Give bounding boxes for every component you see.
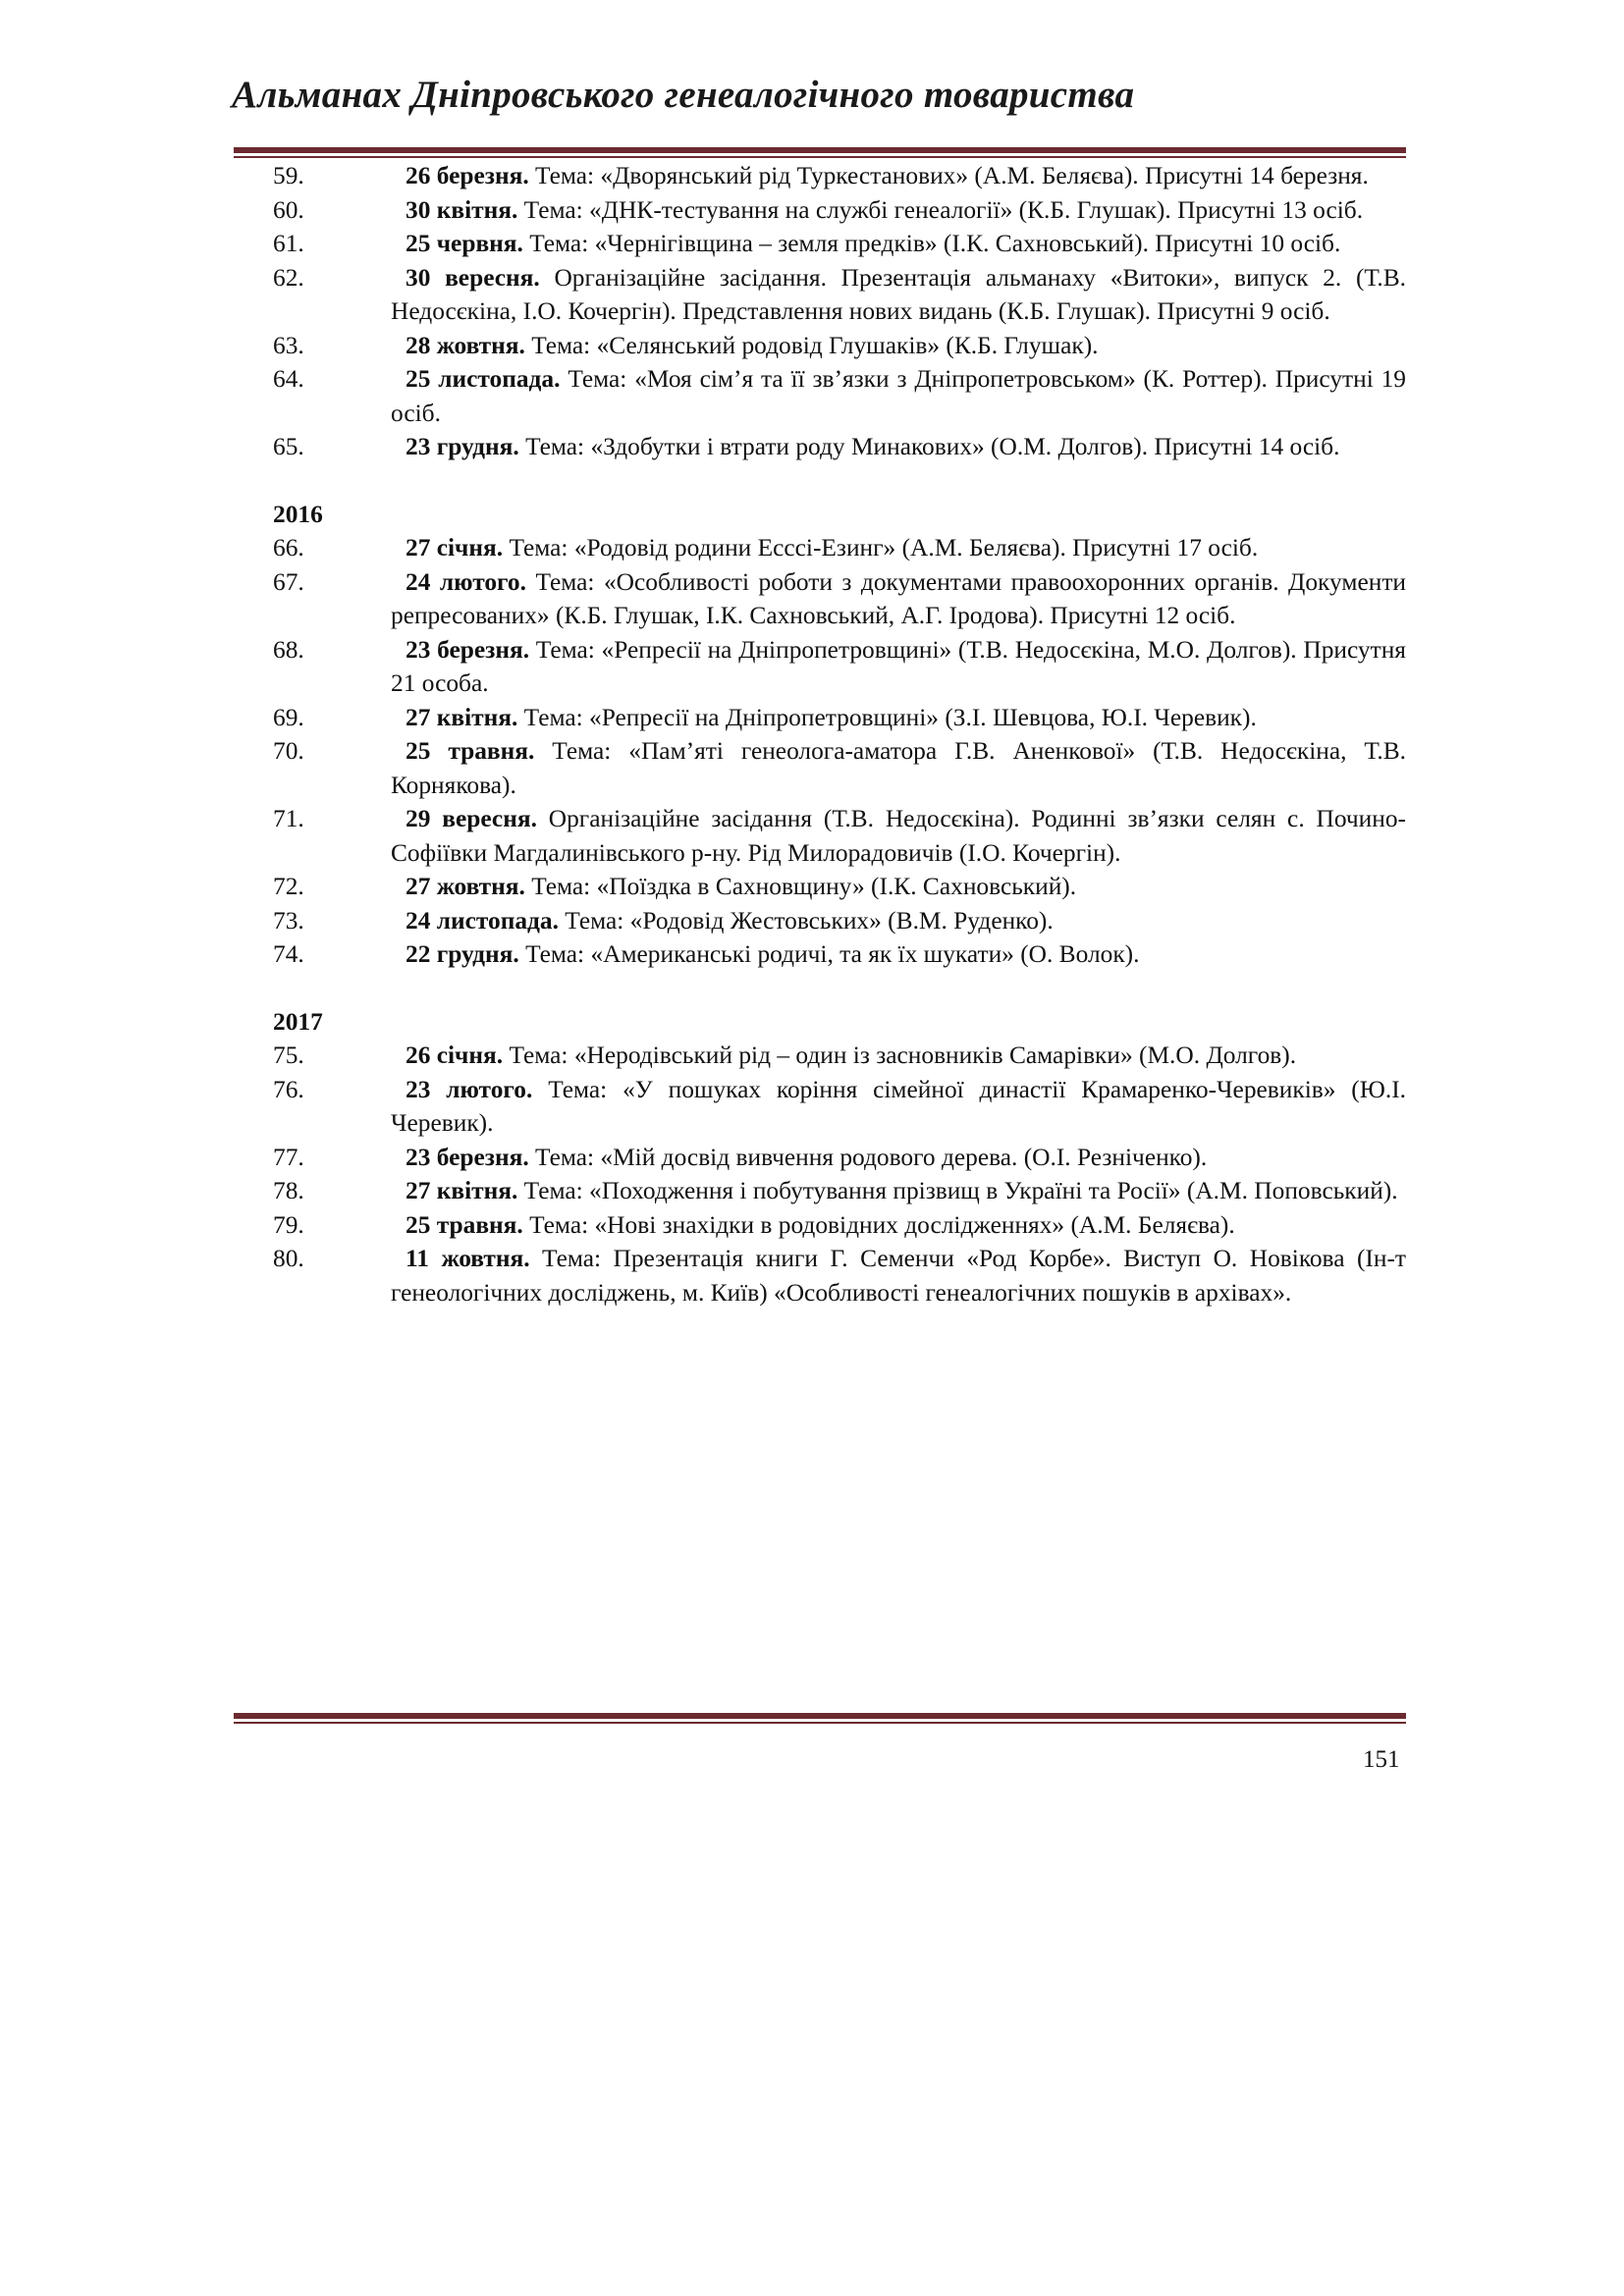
entries-2017 [273, 1039, 1406, 1309]
entry-text: Тема: «Селянський родовід Глушаків» (К.Б. Глушак). [524, 331, 1099, 359]
year-heading-2016: 2016 [273, 500, 323, 528]
list-item [273, 904, 1406, 938]
entry-number: 72. [273, 873, 304, 900]
list-item [273, 565, 1406, 633]
entry-number: 59. [273, 162, 304, 189]
entry-text: Тема: «Мій досвід вивчення родового дерева. (О.І. Резніченко). [528, 1143, 1208, 1171]
entry-text: Організаційне засідання (Т.В. Недосєкіна). Родинні зв’язки селян с. Почино-Софіївки Магдалинівського р-ну. Рід Милорадовичів (І.О. Кочергін). [391, 805, 1407, 867]
entry-number: 76. [273, 1075, 304, 1103]
entry-date: 30 вересня. [406, 263, 540, 292]
entry-number: 68. [273, 635, 304, 664]
entry-text: Тема: «У пошуках коріння сімейної династії Крамаренко-Черевиків» (Ю.І. Черевик). [391, 1075, 1407, 1137]
entry-text: Тема: «Репресії на Дніпропетровщині» (Т.В. Недосєкіна, М.О. Долгов). Присутня 21 особа. [391, 635, 1406, 697]
entry-date: 26 березня. [406, 162, 529, 189]
entry-date: 23 лютого. [406, 1075, 533, 1103]
page-number: 151 [1363, 1746, 1400, 1773]
entry-number: 66. [273, 534, 304, 561]
list-item [273, 1141, 1406, 1175]
entry-number: 64. [273, 365, 304, 393]
entry-text: Тема: «Нові знахідки в родовідних дослідженнях» (А.М. Беляєва). [522, 1210, 1235, 1239]
entry-date: 11 жовтня. [406, 1245, 530, 1272]
entry-date: 22 грудня. [406, 940, 519, 968]
entry-text: Тема: «Неродівський рід – один із засновників Самарівки» (М.О. Долгов). [503, 1041, 1297, 1069]
list-item [273, 1073, 1406, 1141]
entry-text: Тема: «Американські родичі, та як їх шукати» (О. Волок). [518, 940, 1140, 968]
list-item [273, 734, 1406, 802]
entry-text: Тема: «Чернігівщина – земля предків» (І.К. Сахновський). Присутні 10 осіб. [522, 230, 1341, 257]
list-item [273, 937, 1406, 972]
list-item [273, 193, 1406, 228]
footer-rule [234, 1713, 1406, 1724]
list-item [273, 870, 1406, 904]
entry-date: 30 квітня. [406, 195, 518, 224]
entry-text: Тема: «Репресії на Дніпропетровщині» (З.І. Шевцова, Ю.І. Черевик). [517, 703, 1257, 731]
entry-text: Організаційне засідання. Презентація альманаху «Витоки», випуск 2. (Т.В. Недосєкіна, І.О. Кочергін). Представлення нових видань (К.Б. Глушак). Присутні 9 осіб. [391, 263, 1406, 325]
entry-date: 26 січня. [406, 1041, 504, 1069]
entry-date: 25 травня. [406, 1210, 523, 1239]
entry-text: Тема: «Пам’яті генеолога-аматора Г.В. Аненкової» (Т.В. Недосєкіна, Т.В. Корнякова). [391, 737, 1406, 799]
list-item [273, 701, 1406, 735]
list-item [273, 430, 1406, 464]
entry-date: 27 квітня. [406, 703, 518, 731]
list-item [273, 362, 1406, 430]
entry-date: 25 листопада. [406, 365, 561, 393]
entry-date: 28 жовтня. [406, 331, 525, 359]
entry-date: 24 листопада. [406, 906, 559, 934]
list-item [273, 1242, 1406, 1309]
list-item [273, 1208, 1406, 1243]
entry-text: Тема: «Дворянський рід Туркестанових» (А.М. Беляєва). Присутні 14 березня. [528, 162, 1369, 189]
entry-number: 70. [273, 737, 304, 765]
entry-date: 24 лютого. [406, 567, 526, 596]
entry-number: 78. [273, 1177, 304, 1204]
entry-number: 60. [273, 195, 304, 224]
entry-text: Тема: «Особливості роботи з документами правоохоронних органів. Документи репресованих» (К.Б. Глушак, І.К. Сахновський, А.Г. Іродова). Присутні 12 осіб. [391, 567, 1406, 629]
meetings-list [273, 159, 1406, 1309]
entry-number: 69. [273, 703, 304, 731]
entry-number: 73. [273, 906, 304, 934]
entry-date: 27 січня. [406, 534, 504, 561]
list-item [273, 159, 1406, 193]
entry-date: 27 квітня. [406, 1177, 518, 1204]
entry-text: Тема: Презентація книги Г. Семенчи «Род Корбе». Виступ О. Новікова (Ін-т генеологічних досліджень, м. Київ) «Особливості генеалогічних пошуків в архівах». [391, 1245, 1406, 1307]
list-item [273, 633, 1406, 701]
entry-number: 75. [273, 1041, 304, 1069]
entry-number: 62. [273, 263, 304, 292]
entry-number: 63. [273, 331, 304, 359]
entry-text: Тема: «Моя сім’я та її зв’язки з Дніпропетровськом» (К. Роттер). Присутні 19 осіб. [391, 365, 1407, 427]
entry-number: 74. [273, 940, 304, 968]
list-item [273, 802, 1406, 870]
header-rule [234, 147, 1406, 158]
entry-date: 23 березня. [406, 1143, 529, 1171]
entry-number: 79. [273, 1210, 304, 1239]
entry-date: 25 травня. [406, 737, 535, 765]
entry-number: 67. [273, 567, 304, 596]
entry-text: Тема: «Родовід Жестовських» (В.М. Руденко). [558, 906, 1054, 934]
list-item [273, 531, 1406, 565]
entry-number: 80. [273, 1245, 304, 1272]
entries-2016 [273, 531, 1406, 972]
entries-2015 [273, 159, 1406, 464]
entry-text: Тема: «Поїздка в Сахновщину» (І.К. Сахновський). [524, 873, 1077, 900]
list-item [273, 261, 1406, 329]
entry-number: 61. [273, 230, 304, 257]
year-heading-2017: 2017 [273, 1007, 323, 1036]
running-header-title: Альманах Дніпровського генеалогічного товариства [232, 74, 1135, 116]
list-item [273, 329, 1406, 363]
entry-date: 23 березня. [406, 635, 530, 664]
entry-date: 25 червня. [406, 230, 523, 257]
list-item [273, 1039, 1406, 1073]
entry-date: 23 грудня. [406, 433, 519, 460]
entry-number: 65. [273, 433, 304, 460]
entry-date: 29 вересня. [406, 805, 537, 832]
entry-text: Тема: «Здобутки і втрати роду Минакових» (О.М. Долгов). Присутні 14 осіб. [518, 433, 1340, 460]
entry-text: Тема: «Родовід родини Есссі-Езинг» (А.М. Беляєва). Присутні 17 осіб. [503, 534, 1259, 561]
list-item [273, 1174, 1406, 1208]
entry-number: 77. [273, 1143, 304, 1171]
entry-text: Тема: «Походження і побутування прізвищ в Україні та Росії» (А.М. Поповський). [517, 1177, 1398, 1204]
list-item [273, 227, 1406, 261]
entry-number: 71. [273, 805, 304, 832]
entry-text: Тема: «ДНК-тестування на службі генеалогії» (К.Б. Глушак). Присутні 13 осіб. [517, 195, 1364, 224]
entry-date: 27 жовтня. [406, 873, 525, 900]
